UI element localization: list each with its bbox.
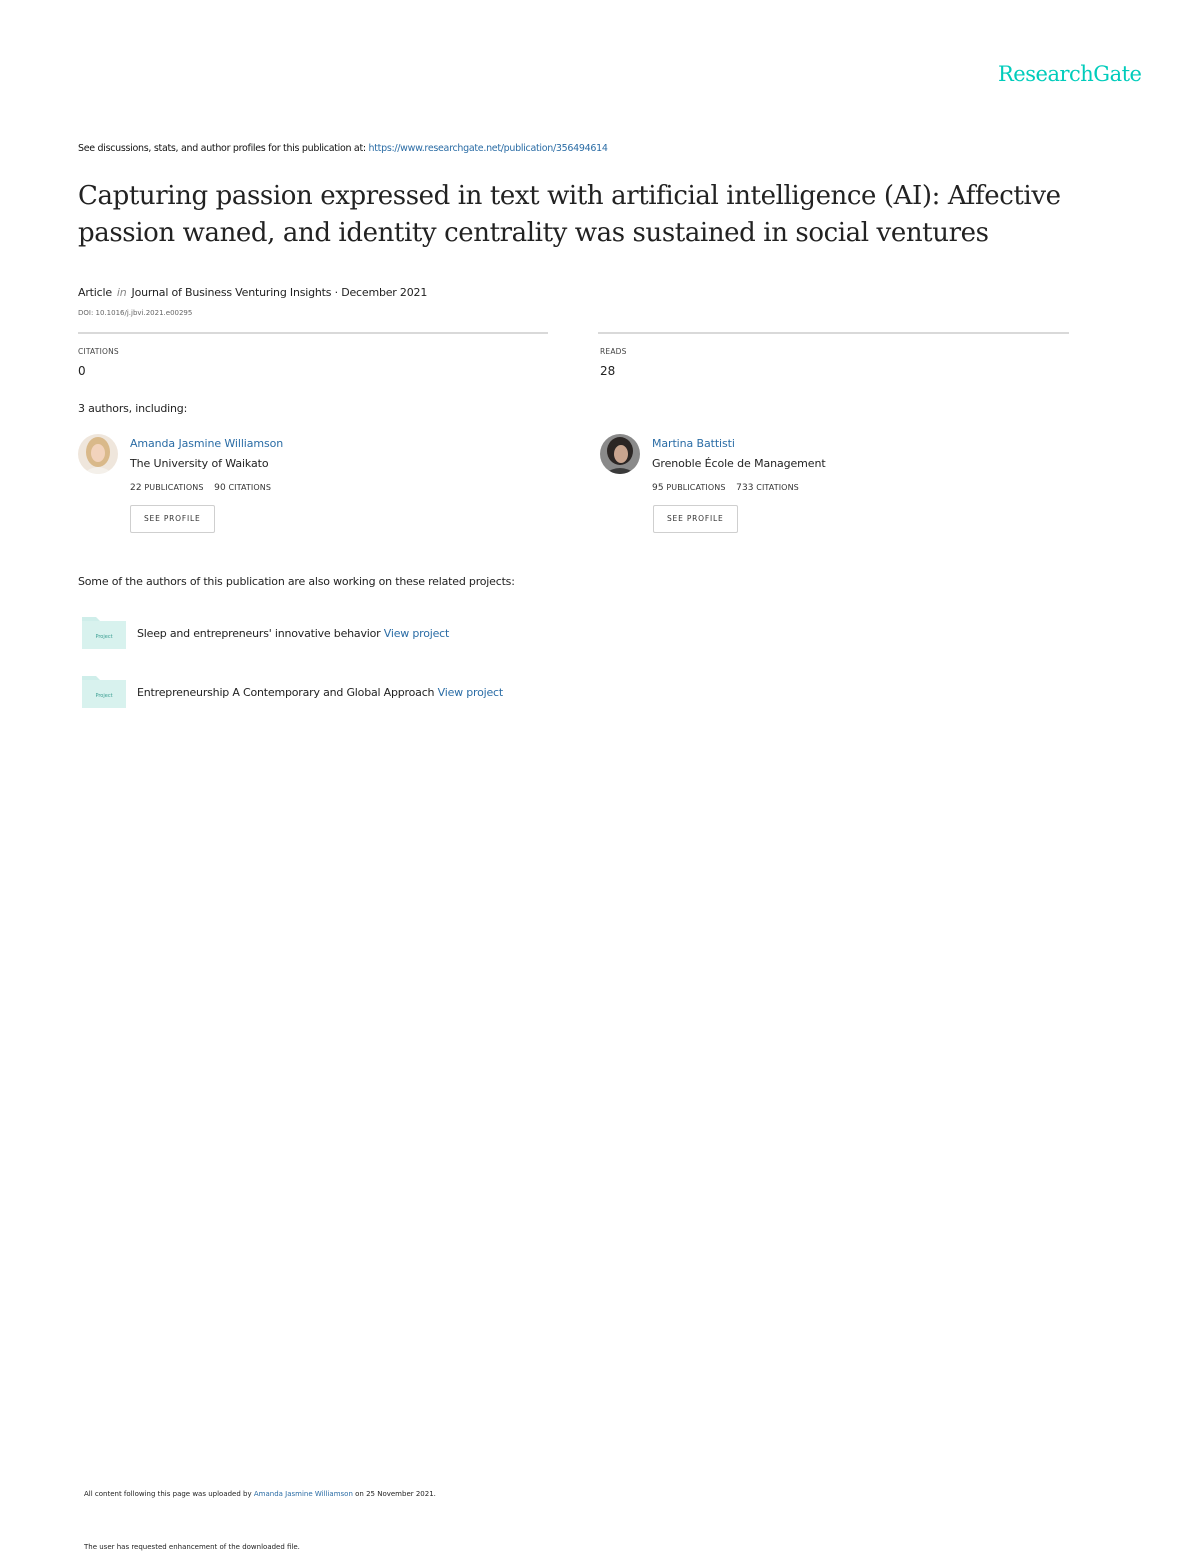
author-citations-label: CITATIONS <box>756 483 799 492</box>
author-stats <box>130 483 271 493</box>
see-profile-button[interactable]: SEE PROFILE <box>130 505 215 533</box>
avatar-photo-icon <box>600 434 640 474</box>
project-icon-label: Project <box>95 693 113 699</box>
citations-label: CITATIONS <box>78 347 119 356</box>
publication-meta <box>78 286 427 299</box>
author-citations-label: CITATIONS <box>228 483 272 492</box>
author-publications-count: 95 <box>652 483 664 493</box>
author-publications-label: PUBLICATIONS <box>666 483 726 492</box>
upload-note-prefix: All content following this page was uploaded by <box>84 1490 252 1498</box>
uploader-link[interactable]: Amanda Jasmine Williamson <box>253 1490 353 1498</box>
author-stats <box>652 483 799 493</box>
publication-venue[interactable]: Journal of Business Venturing Insights · December 2021 <box>131 286 428 299</box>
divider-right <box>598 332 1069 334</box>
see-profile-button[interactable]: SEE PROFILE <box>653 505 738 533</box>
project-folder-icon <box>82 674 126 708</box>
author-citations-count: 90 <box>214 483 226 493</box>
reads-label: READS <box>600 347 627 356</box>
citations-value: 0 <box>78 364 86 378</box>
view-project-link[interactable]: View project <box>437 686 504 699</box>
publication-url-link[interactable]: https://www.researchgate.net/publication/356494614 <box>368 143 608 154</box>
project-title: Sleep and entrepreneurs' innovative behavior <box>137 627 381 640</box>
see-discussions-text: See discussions, stats, and author profiles for this publication at: <box>78 143 366 154</box>
avatar-photo-icon <box>78 434 118 474</box>
in-label: in <box>116 286 127 299</box>
author-avatar-battisti[interactable] <box>600 434 640 474</box>
publication-doi[interactable]: DOI: 10.1016/j.jbvi.2021.e00295 <box>78 309 193 317</box>
upload-note <box>84 1490 436 1498</box>
project-item <box>137 686 503 699</box>
author-avatar-williamson[interactable] <box>78 434 118 474</box>
see-discussions-line <box>78 143 608 154</box>
projects-intro: Some of the authors of this publication are also working on these related projects: <box>78 575 515 588</box>
upload-note-suffix: on 25 November 2021. <box>355 1490 436 1498</box>
author-institution[interactable]: The University of Waikato <box>130 457 269 470</box>
author-institution[interactable]: Grenoble École de Management <box>652 457 826 470</box>
project-item <box>137 627 449 640</box>
author-name-link[interactable]: Martina Battisti <box>652 437 735 450</box>
author-publications-label: PUBLICATIONS <box>144 483 204 492</box>
enhancement-note: The user has requested enhancement of the downloaded file. <box>84 1543 300 1551</box>
author-name-link[interactable]: Amanda Jasmine Williamson <box>130 437 284 450</box>
author-publications-count: 22 <box>130 483 142 493</box>
view-project-link[interactable]: View project <box>383 627 450 640</box>
divider-left <box>78 332 548 334</box>
project-title: Entrepreneurship A Contemporary and Global Approach <box>137 686 435 699</box>
authors-including: 3 authors, including: <box>78 402 188 415</box>
author-citations-count: 733 <box>736 483 754 493</box>
reads-value: 28 <box>600 364 616 378</box>
project-icon-label: Project <box>95 634 113 640</box>
publication-title: Capturing passion expressed in text with artificial intelligence (AI): Affective passion waned, and identity centrality was sustained in social ventures <box>78 181 1061 248</box>
project-folder-icon <box>82 615 126 649</box>
researchgate-logo[interactable]: ResearchGate <box>998 62 1142 86</box>
publication-type: Article <box>78 286 112 299</box>
